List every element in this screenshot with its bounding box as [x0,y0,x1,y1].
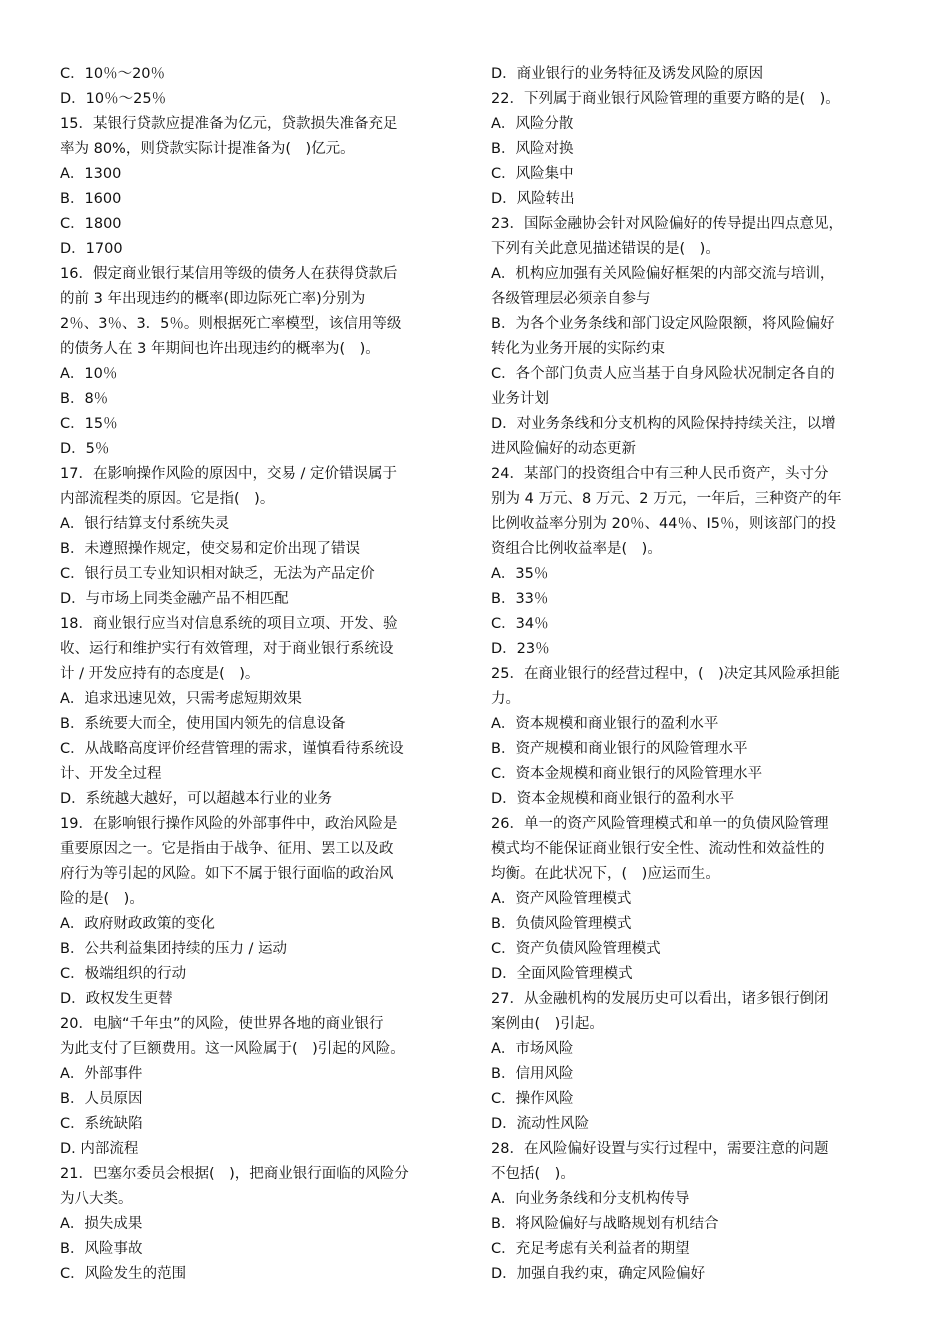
text-line: 28．在风险偏好设置与实行过程中，需要注意的问题 [491,1141,829,1157]
text-line: 15．某银行贷款应提准备为亿元，贷款损失准备充足 [60,116,398,132]
left-column [60,62,460,1287]
text-line: 19．在影响银行操作风险的外部事件中，政治风险是 [60,816,398,832]
text-line: C．系统缺陷 [60,1116,143,1132]
text-line: D．对业务条线和分支机构的风险保持持续关注，以增 [491,416,836,432]
text-line: D．系统越大越好，可以超越本行业的业务 [60,791,333,807]
text-line: D．1700 [60,241,123,257]
text-line: A．向业务条线和分支机构传导 [491,1191,690,1207]
text-line: A．1300 [60,166,122,182]
text-line: 18．商业银行应当对信息系统的项目立项、开发、验 [60,616,398,632]
text-line: A．资产风险管理模式 [491,891,632,907]
text-line: 16．假定商业银行某信用等级的债务人在获得贷款后 [60,266,398,282]
text-line: A．银行结算支付系统失灵 [60,516,230,532]
text-line: A．外部事件 [60,1066,143,1082]
text-line: 25．在商业银行的经营过程中，( )决定其风险承担能 [491,666,840,682]
text-line: C．风险发生的范围 [60,1266,187,1282]
text-line: 计、开发全过程 [60,766,162,782]
text-line: B．将风险偏好与战略规划有机结合 [491,1216,719,1232]
text-line: 各级管理层必须亲自参与 [491,291,651,307]
text-line: B．1600 [60,191,122,207]
text-line: 27．从金融机构的发展历史可以看出，诸多银行倒闭 [491,991,829,1007]
text-line: A．10％ [60,366,118,382]
text-line: 下列有关此意见描述错误的是( )。 [491,241,720,257]
text-line: 计 / 开发应持有的态度是( )。 [60,666,260,682]
text-line: 率为 80%，则贷款实际计提准备为( )亿元。 [60,141,355,157]
text-line: D．流动性风险 [491,1116,590,1132]
text-line: 业务计划 [491,391,549,407]
text-line: B．未遵照操作规定，使交易和定价出现了错误 [60,541,360,557]
text-line: B．人员原因 [60,1091,143,1107]
text-line: B．资产规模和商业银行的风险管理水平 [491,741,748,757]
text-line: A．损失成果 [60,1216,143,1232]
text-line: D．全面风险管理模式 [491,966,633,982]
text-line: A．风险分散 [491,116,574,132]
text-line: 力。 [491,691,520,707]
text-line: 2％、3％、3．5％。则根据死亡率模型，该信用等级 [60,316,402,332]
text-line: 26．单一的资产风险管理模式和单一的负债风险管理 [491,816,829,832]
text-line: A．政府财政政策的变化 [60,916,215,932]
text-line: B．系统要大而全，使用国内领先的信息设备 [60,716,346,732]
text-line: 23．国际金融协会针对风险偏好的传导提出四点意见， [491,216,843,232]
text-line: D．23％ [491,641,550,657]
text-line: 22．下列属于商业银行风险管理的重要方略的是( )。 [491,91,840,107]
text-line: B．风险对换 [491,141,574,157]
text-line: C．资产负债风险管理模式 [491,941,661,957]
text-line: C．极端组织的行动 [60,966,187,982]
right-column [491,62,903,1287]
text-line: D. 内部流程 [60,1141,139,1157]
text-line: C．34％ [491,616,549,632]
text-line: 资组合比例收益率是( )。 [491,541,662,557]
text-line: B．风险事故 [60,1241,143,1257]
text-line: B．负债风险管理模式 [491,916,632,932]
text-line: 为八大类。 [60,1191,133,1207]
text-line: D．10％～25％ [60,91,167,107]
text-line: 24．某部门的投资组合中有三种人民币资产，头寸分 [491,466,829,482]
text-line: 案例由( )引起。 [491,1016,604,1032]
text-line: 内部流程类的原因。它是指( )。 [60,491,275,507]
text-line: C．从战略高度评价经营管理的需求，谨慎看待系统设 [60,741,404,757]
text-line: 模式均不能保证商业银行安全性、流动性和效益性的 [491,841,825,857]
text-line: C．风险集中 [491,166,574,182]
text-line: C．1800 [60,216,122,232]
text-line: 重要原因之一。它是指由于战争、征用、罢工以及政 [60,841,394,857]
text-line: 的前 3 年出现违约的概率(即边际死亡率)分别为 [60,291,366,307]
text-line: C．各个部门负责人应当基于自身风险状况制定各自的 [491,366,835,382]
text-line: D．与市场上同类金融产品不相匹配 [60,591,289,607]
text-line: 进风险偏好的动态更新 [491,441,636,457]
text-line: 均衡。在此状况下，( )应运而生。 [491,866,720,882]
text-line: C．银行员工专业知识相对缺乏，无法为产品定价 [60,566,375,582]
text-line: 别为 4 万元、8 万元、2 万元，一年后，三种资产的年 [491,491,842,507]
text-line: A．35％ [491,566,549,582]
text-line: 20．电脑“千年虫”的风险，使世界各地的商业银行 [60,1016,384,1032]
text-line: C．操作风险 [491,1091,574,1107]
text-line: D．资本金规模和商业银行的盈利水平 [491,791,735,807]
text-line: 比例收益率分别为 20％、44％、I5％，则该部门的投 [491,516,837,532]
text-line: 21．巴塞尔委员会根据( )，把商业银行面临的风险分 [60,1166,409,1182]
text-line: D．5％ [60,441,110,457]
text-line: C．10％～20％ [60,66,166,82]
text-line: 为此支付了巨额费用。这一风险属于( )引起的风险。 [60,1041,405,1057]
text-line: A．机构应加强有关风险偏好框架的内部交流与培训， [491,266,835,282]
text-line: 转化为业务开展的实际约束 [491,341,665,357]
text-line: C．资本金规模和商业银行的风险管理水平 [491,766,763,782]
text-line: B．公共利益集团持续的压力 / 运动 [60,941,288,957]
text-line: A．追求迅速见效，只需考虑短期效果 [60,691,302,707]
text-line: B．33％ [491,591,549,607]
text-line: C．充足考虑有关利益者的期望 [491,1241,690,1257]
text-line: D．政权发生更替 [60,991,173,1007]
text-line: D．加强自我约束，确定风险偏好 [491,1266,706,1282]
text-line: C．15％ [60,416,118,432]
text-line: A．市场风险 [491,1041,574,1057]
text-line: B．8％ [60,391,109,407]
text-line: B．信用风险 [491,1066,574,1082]
text-line: 不包括( )。 [491,1166,575,1182]
text-line: D．商业银行的业务特征及诱发风险的原因 [491,66,764,82]
text-line: D．风险转出 [491,191,575,207]
text-line: 险的是( )。 [60,891,144,907]
text-line: 府行为等引起的风险。如下不属于银行面临的政治风 [60,866,394,882]
text-line: 17．在影响操作风险的原因中，交易 / 定价错误属于 [60,466,398,482]
text-line: 的债务人在 3 年期间也许出现违约的概率为( )。 [60,341,380,357]
text-line: A．资本规模和商业银行的盈利水平 [491,716,719,732]
text-line: B．为各个业务条线和部门设定风险限额，将风险偏好 [491,316,835,332]
text-line: 收、运行和维护实行有效管理，对于商业银行系统设 [60,641,394,657]
